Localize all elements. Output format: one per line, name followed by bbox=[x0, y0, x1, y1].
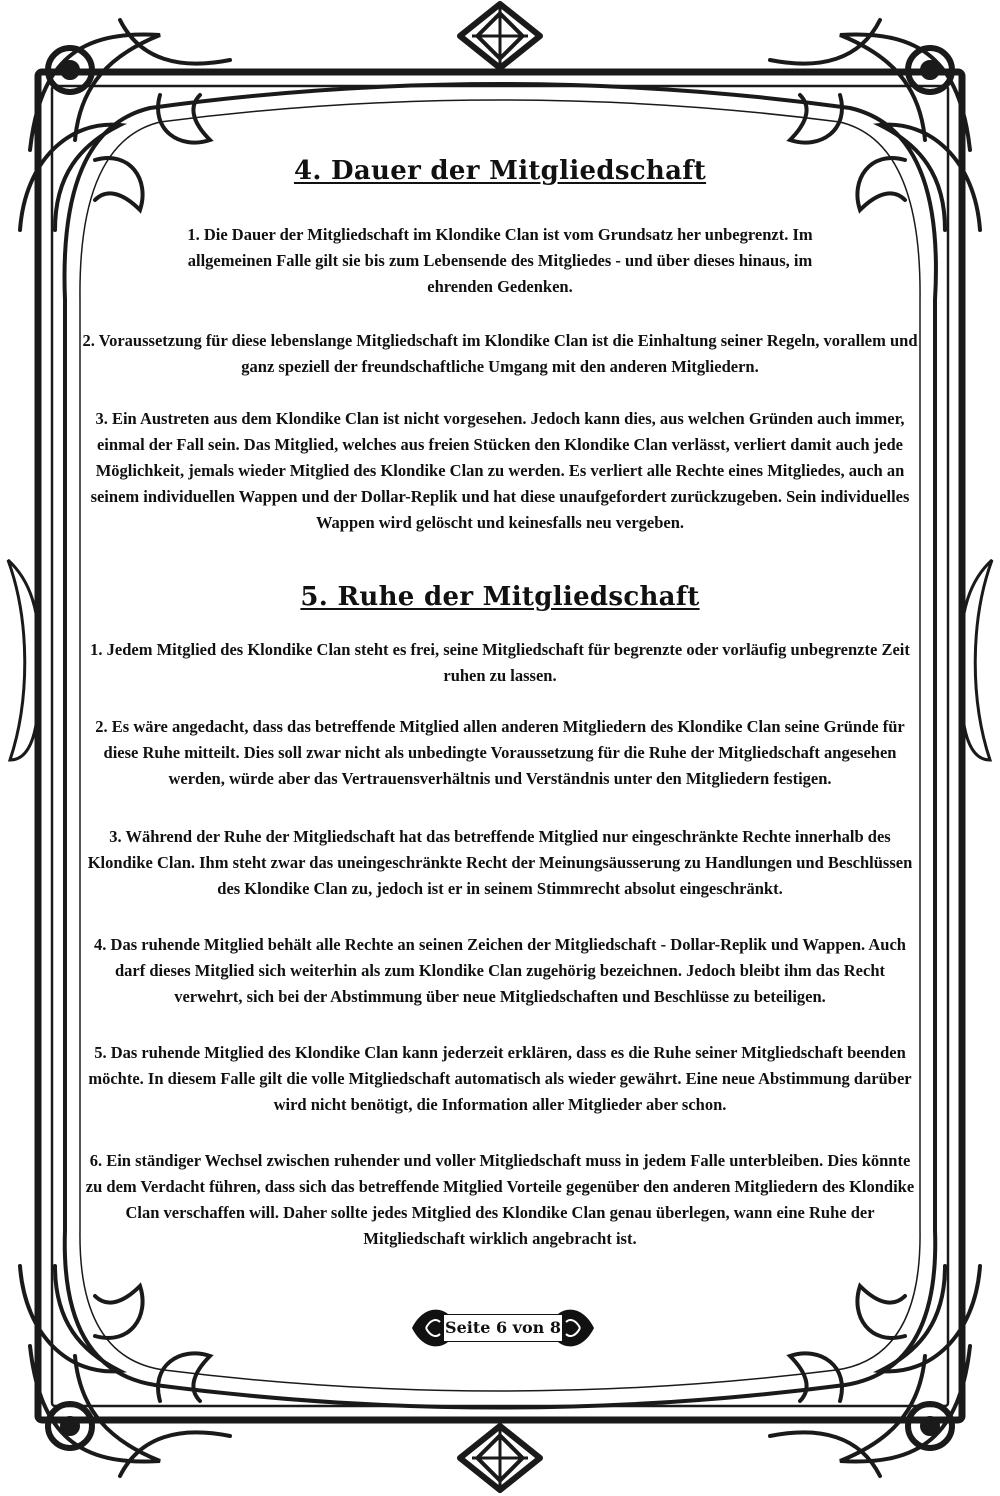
section-heading-membership-duration: 4. Dauer der Mitgliedschaft bbox=[293, 156, 707, 186]
paragraph-5-2: 2. Es wäre angedacht, dass das betreffende Mitglied allen anderen Mitgliedern des Klondike Clan seine Gründe für diese Ruhe mitteilt. Dies soll zwar nicht als unbedingte Voraussetzung für die Ruhe der Mitgliedschaft angesehen werden, würde aber das Vertrauensverhältnis und Verständnis unter den Mitgliedern festigen. bbox=[95, 717, 905, 788]
section-heading-membership-suspension: 5. Ruhe der Mitgliedschaft bbox=[300, 582, 700, 612]
paragraph-5-4: 4. Das ruhende Mitglied behält alle Rechte an seinen Zeichen der Mitgliedschaft - Dollar-Replik und Wappen. Auch darf dieses Mitglied sich weiterhin als zum Klondike Clan zugehörig bezeichnen. Jedoch bleibt ihm das Recht verwehrt, sich bei der Abstimmung über neue Mitgliedschaften und Beschlüsse zu beteiligen. bbox=[94, 935, 906, 1006]
knot-ornament-bottom bbox=[460, 1426, 540, 1490]
paragraph-4-3: 3. Ein Austreten aus dem Klondike Clan ist nicht vorgesehen. Jedoch kann dies, aus welchen Gründen auch immer, einmal der Fall sein. Das Mitglied, welches aus freien Stücken den Klondike Clan verlässt, verliert damit auch jede Möglichkeit, jemals wieder Mitglied des Klondike Clan zu werden. Es verliert alle Rechte eines Mitgliedes, auch an seinem individuellen Wappen und der Dollar-Replik und hat diese unaufgefordert zurückzugeben. Sein individuelles Wappen wird gelöscht und keinesfalls neu vergeben. bbox=[90, 409, 910, 532]
paragraph-4-1: 1. Die Dauer der Mitgliedschaft im Klondike Clan ist vom Grundsatz her unbegrenzt. Im allgemeinen Falle gilt sie bis zum Lebensende des Mitgliedes - und über dieses hinaus, im ehrenden Gedenken. bbox=[187, 225, 813, 296]
page-number-label: Seite 6 von 8 bbox=[444, 1315, 562, 1341]
paragraph-4-2: 2. Voraussetzung für diese lebenslange Mitgliedschaft im Klondike Clan ist die Einhaltung seiner Regeln, vorallem und ganz speziell der freundschaftliche Umgang mit den anderen Mitgliedern. bbox=[82, 331, 918, 376]
page-number-badge bbox=[408, 1302, 598, 1354]
paragraph-5-6: 6. Ein ständiger Wechsel zwischen ruhender und voller Mitgliedschaft muss in jedem Falle unterbleiben. Dies könnte zu dem Verdacht führen, dass sich das betreffende Mitglied Vorteile gegenüber den anderen Mitgliedern des Klondike Clan verschaffen will. Daher sollte jedes Mitglied des Klondike Clan genau überlegen, wann eine Ruhe der Mitgliedschaft wirklich angebracht ist. bbox=[85, 1151, 915, 1248]
knot-ornament-top bbox=[460, 4, 540, 68]
paragraph-5-3: 3. Während der Ruhe der Mitgliedschaft hat das betreffende Mitglied nur eingeschränkte Rechte innerhalb des Klondike Clan. Ihm steht zwar das uneingeschränkte Recht der Meinungsäusserung zu Handlungen und Beschlüssen des Klondike Clan zu, jedoch ist er in seinem Stimmrecht absolut eingeschränkt. bbox=[87, 827, 913, 898]
paragraph-5-1: 1. Jedem Mitglied des Klondike Clan steht es frei, seine Mitgliedschaft für begrenzte oder vorläufig unbegrenzte Zeit ruhen zu lassen. bbox=[90, 640, 910, 685]
paragraph-5-5: 5. Das ruhende Mitglied des Klondike Clan kann jederzeit erklären, dass es die Ruhe seiner Mitgliedschaft beenden möchte. In diesem Falle gilt die volle Mitgliedschaft automatisch als wieder gewährt. Eine neue Abstimmung darüber wird nicht benötigt, die Information aller Mitglieder aber schon. bbox=[88, 1043, 912, 1114]
